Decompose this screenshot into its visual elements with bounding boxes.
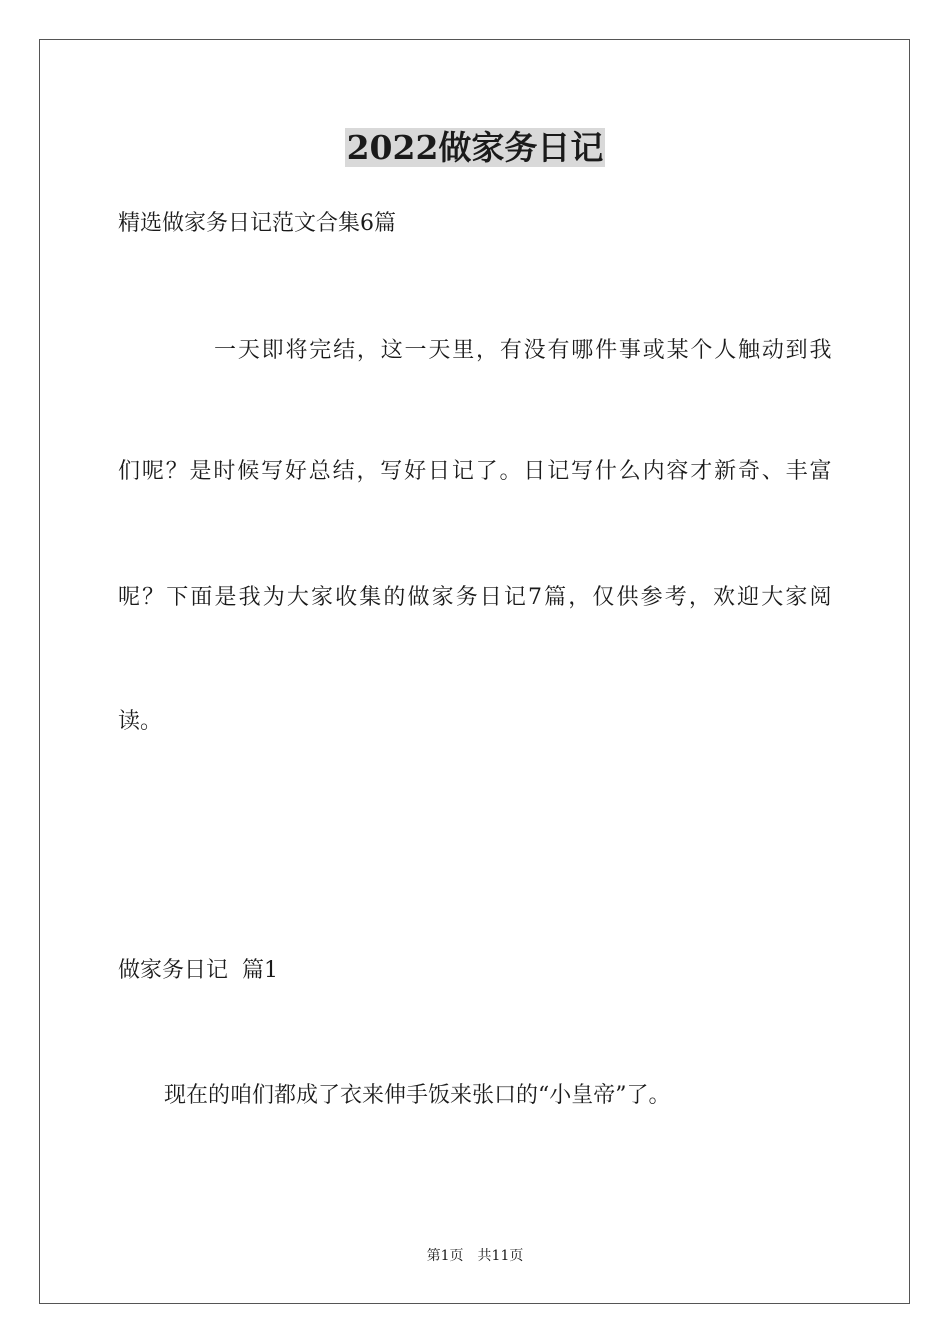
intro-line-3: 呢？下面是我为大家收集的做家务日记7篇，仅供参考，欢迎大家阅: [118, 585, 832, 610]
document-title-text: 2022做家务日记: [346, 128, 604, 167]
section-paragraph-line: 现在的咱们都成了衣来伸手饭来张口的“小皇帝”了。: [164, 1083, 671, 1108]
document-title: [0, 126, 950, 170]
intro-line-4: 读。: [118, 709, 163, 734]
page-number-current: 第1页: [426, 1248, 464, 1264]
page-number-total: 共11页: [477, 1248, 524, 1264]
page-footer: [0, 1246, 950, 1266]
intro-line-2: 们呢？是时候写好总结，写好日记了。日记写什么内容才新奇、丰富: [118, 459, 832, 484]
document-subtitle: 精选做家务日记范文合集6篇: [118, 211, 396, 236]
intro-line-1: 一天即将完结，这一天里，有没有哪件事或某个人触动到我: [214, 338, 832, 363]
section-heading: 做家务日记 篇1: [118, 958, 278, 983]
